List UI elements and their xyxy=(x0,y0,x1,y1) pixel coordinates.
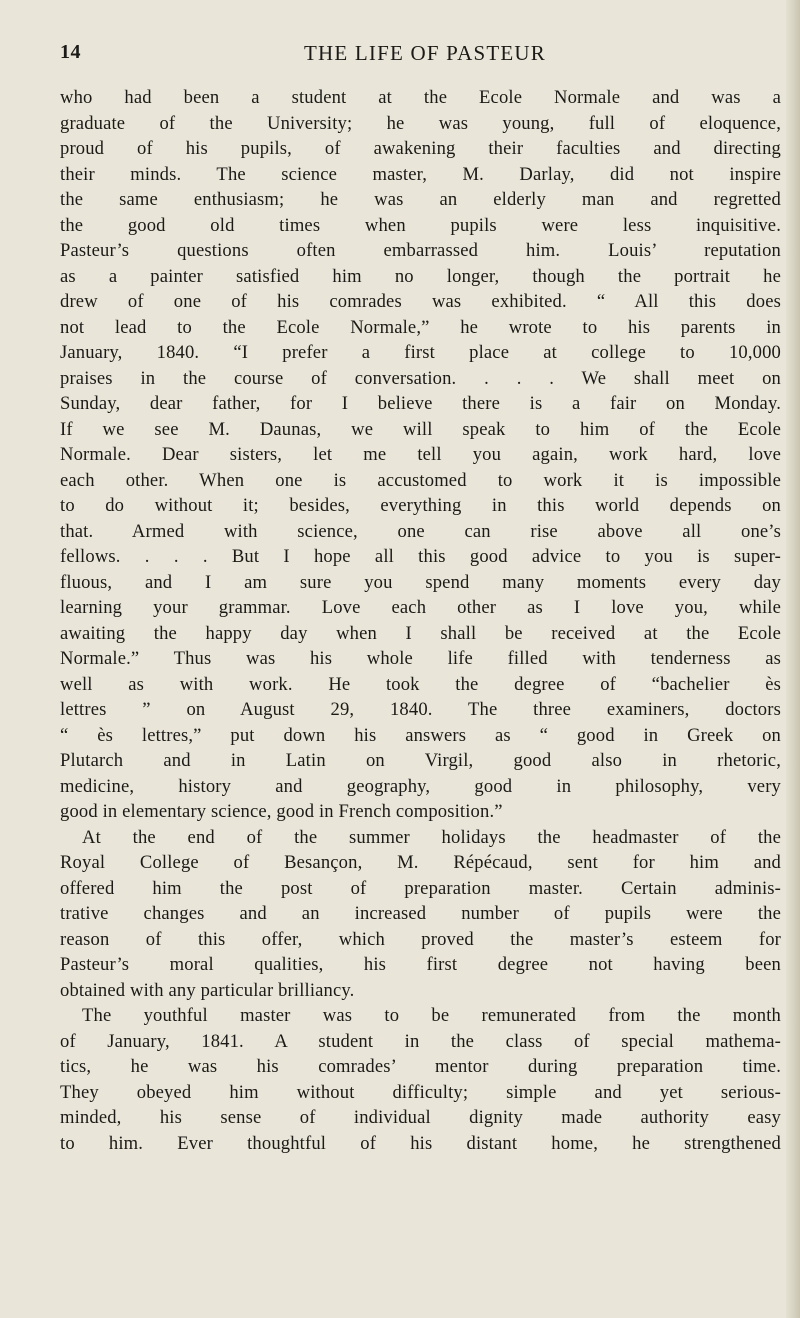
text-line: awaiting the happy day when I shall be received at the Ecole xyxy=(60,622,781,644)
text-line: obtained with any particular brilliancy. xyxy=(60,979,355,1001)
page-header xyxy=(60,41,780,71)
text-line: learning your grammar. Love each other as I love you, while xyxy=(60,597,781,618)
text-line: Normale. Dear sisters, let me tell you again, work hard, love xyxy=(60,444,781,465)
text-line: reason of this offer, which proved the master’s esteem for xyxy=(60,928,781,950)
page-edge-shadow xyxy=(786,0,800,1318)
text-line: fellows. . . . But I hope all this good advice to you is super- xyxy=(60,546,781,567)
text-line: Sunday, dear father, for I believe there is a fair on Monday. xyxy=(60,393,781,414)
text-line: that. Armed with science, one can rise above all one’s xyxy=(60,520,781,542)
text-line: as a painter satisfied him no longer, though the portrait he xyxy=(60,265,781,287)
text-line: lettres ” on August 29, 1840. The three examiners, doctors xyxy=(60,699,781,720)
body-text xyxy=(60,85,781,1156)
text-line: They obeyed him without difficulty; simple and yet serious- xyxy=(60,1081,781,1103)
text-line: to do without it; besides, everything in this world depends on xyxy=(60,495,781,516)
text-line: Plutarch and in Latin on Virgil, good also in rhetoric, xyxy=(60,750,781,771)
text-line: medicine, history and geography, good in philosophy, very xyxy=(60,775,781,797)
text-line: good in elementary science, good in French composition.” xyxy=(60,801,503,822)
text-line: drew of one of his comrades was exhibited. “ All this does xyxy=(60,291,781,312)
text-line: tics, he was his comrades’ mentor during preparation time. xyxy=(60,1056,781,1077)
text-line: the same enthusiasm; he was an elderly man and regretted xyxy=(60,189,781,210)
text-line: Pasteur’s questions often embarrassed him. Louis’ reputation xyxy=(60,240,781,261)
text-line: The youthful master was to be remunerated from the month xyxy=(82,1005,781,1026)
text-line: not lead to the Ecole Normale,” he wrote to his parents in xyxy=(60,316,781,338)
text-line: Normale.” Thus was his whole life filled with tenderness as xyxy=(60,648,781,669)
text-line: the good old times when pupils were less inquisitive. xyxy=(60,214,781,236)
text-line: to him. Ever thoughtful of his distant home, he strengthened xyxy=(60,1132,781,1154)
text-line: offered him the post of preparation master. Certain adminis- xyxy=(60,877,781,899)
text-line: Royal College of Besançon, M. Répécaud, sent for him and xyxy=(60,852,781,873)
text-line: proud of his pupils, of awakening their faculties and directing xyxy=(60,138,781,159)
text-line: well as with work. He took the degree of “bachelier ès xyxy=(60,673,781,695)
text-line: of January, 1841. A student in the class of special mathema- xyxy=(60,1030,781,1052)
text-line: If we see M. Daunas, we will speak to him of the Ecole xyxy=(60,418,781,440)
page-number: 14 xyxy=(60,41,81,63)
running-title: THE LIFE OF PASTEUR xyxy=(304,41,546,65)
text-line: who had been a student at the Ecole Normale and was a xyxy=(60,87,781,108)
text-line: graduate of the University; he was young, full of eloquence, xyxy=(60,112,781,134)
text-line: each other. When one is accustomed to work it is impossible xyxy=(60,469,781,491)
text-line: minded, his sense of individual dignity made authority easy xyxy=(60,1107,781,1128)
text-line: praises in the course of conversation. . . . We shall meet on xyxy=(60,367,781,389)
text-line: “ ès lettres,” put down his answers as “ good in Greek on xyxy=(60,724,781,746)
text-line: At the end of the summer holidays the headmaster of the xyxy=(82,826,781,848)
text-line: fluous, and I am sure you spend many moments every day xyxy=(60,571,781,593)
text-line: Pasteur’s moral qualities, his first degree not having been xyxy=(60,954,781,975)
text-line: January, 1840. “I prefer a first place at college to 10,000 xyxy=(60,342,781,363)
text-line: their minds. The science master, M. Darlay, did not inspire xyxy=(60,163,781,185)
text-line: trative changes and an increased number of pupils were the xyxy=(60,903,781,924)
